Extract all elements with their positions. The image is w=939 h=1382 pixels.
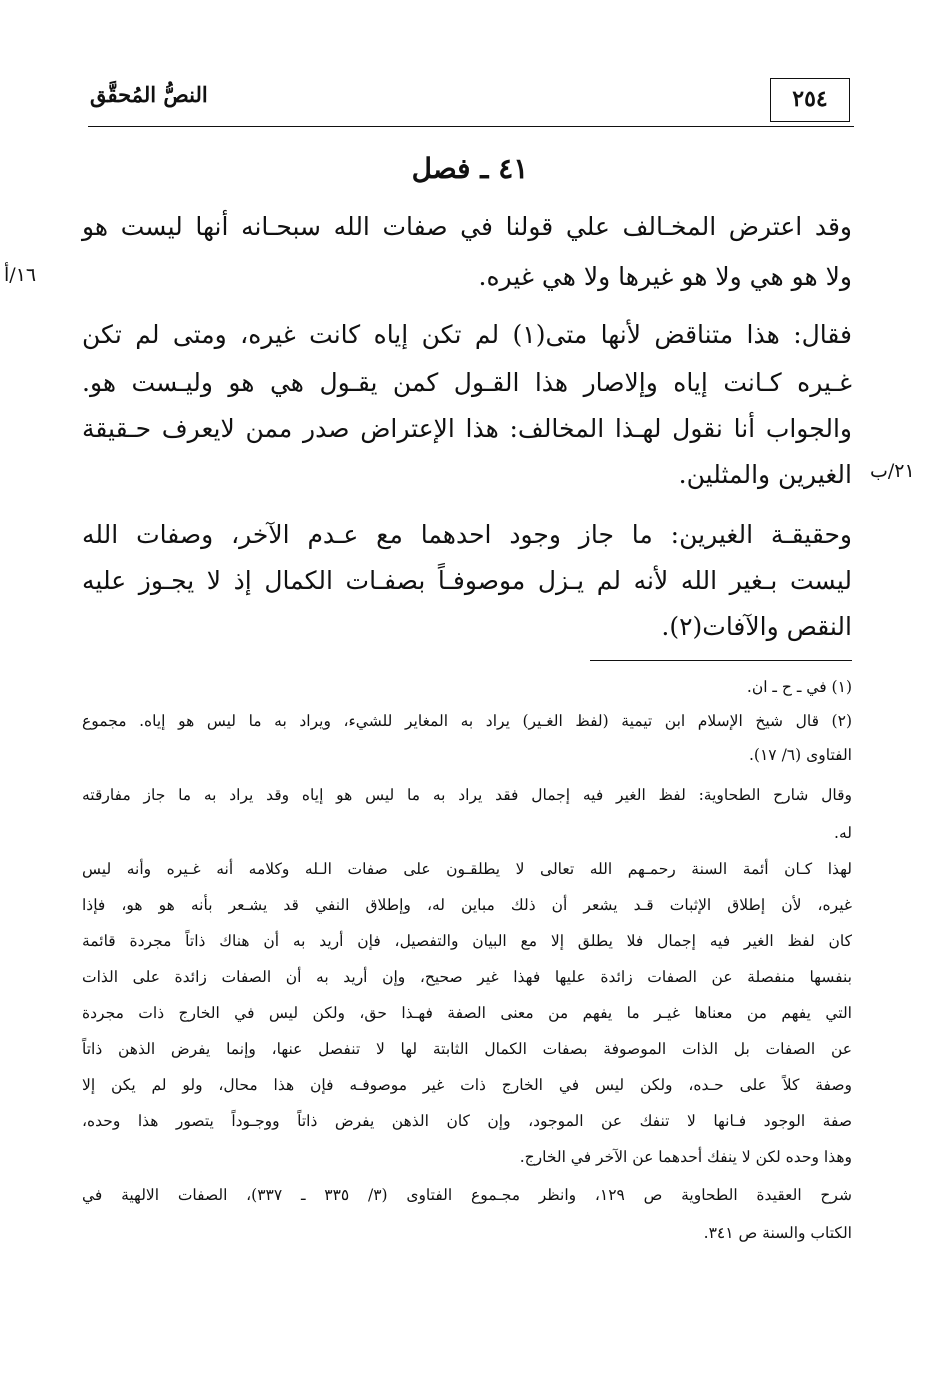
body-line: وقد اعترض المخـالف علي قولنا في صفات الله سبحـانه أنها ليست هو bbox=[82, 212, 852, 241]
body-line: النقص والآفات(٢). bbox=[661, 612, 852, 641]
footnote-line: (١) في ـ ح ـ ان. bbox=[746, 678, 852, 696]
footnote-line: التي يفهم من معناها غيـر ما يفهم من معنى الصفة فهـذا حق، ولكن ليس في الخارج ذات مجردة bbox=[82, 1004, 852, 1022]
margin-reference: ١٦/أ bbox=[4, 264, 37, 286]
footnote-line: (٢) قال شيخ الإسلام ابن تيمية (لفظ الغـير) يراد به المغاير للشيء، ويراد به ما ليس هو إياه. مجموع bbox=[82, 712, 852, 730]
body-line: فقال: هذا متناقض لأنها متى(١) لم تكن إياه كانت غيره، ومتى لم تكن bbox=[82, 320, 853, 349]
footnote-line: بنفسها منفصلة عن الصفات زائدة عليها فهذا غير صحيح، وإن أريد به أن الصفات زائدة على الذات bbox=[82, 968, 852, 986]
footnote-line: وهذا وحده لكن لا ينفك أحدهما عن الآخر في الخارج. bbox=[519, 1148, 852, 1166]
footnote-line: عن الصفات بل الذات الموصوفة بصفات الكمال الثابتة لها لا تنفصل عنها، وإنما يفرض الذهن ذاتاً bbox=[82, 1040, 852, 1058]
footnote-line: كان لفظ الغير فيه إجمال فلا يطلق إلا مع البيان والتفصيل، فإن أريد به أن هناك ذاتاً مجردة قائمة bbox=[82, 932, 852, 950]
section-heading: ٤١ ـ فصل bbox=[411, 152, 529, 185]
footnote-line: لهذا كـان أئمة السنة رحمـهم الله تعالى لا يطلقـون على صفات الـله وكلامه أنه غـيره وأنه ليس bbox=[82, 860, 852, 878]
footnote-line: وقال شارح الطحاوية: لفظ الغير فيه إجمال فقد يراد به ما ليس هو إياه وقد يراد به ما جاز مفارقته bbox=[82, 786, 852, 804]
body-line: ولا هو هي ولا هو غيرها ولا هي غيره. bbox=[478, 262, 852, 291]
header-rule bbox=[88, 126, 854, 127]
footnote-line: له. bbox=[834, 824, 852, 842]
margin-reference: ٢١/ب bbox=[870, 460, 915, 482]
body-line: والجواب أنا نقول لهـذا المخالف: هذا الإعتراض صدر ممن لايعرف حـقيقة bbox=[82, 414, 852, 443]
footnote-line: شرح العقيدة الطحاوية ص ١٢٩، وانظر مجـموع الفتاوى (٣/ ٣٣٥ ـ ٣٣٧)، الصفات الالهية في bbox=[82, 1186, 852, 1204]
footnote-line: الكتاب والسنة ص ٣٤١. bbox=[703, 1224, 852, 1242]
footnote-line: الفتاوى (٦/ ١٧). bbox=[749, 746, 852, 764]
body-line: ليست بـغير الله لأنه لم يـزل موصوفـاً بصفـات الكمال إذ لا يجـوز عليه bbox=[82, 566, 852, 595]
page-number: ٢٥٤ bbox=[770, 78, 850, 122]
footnote-line: صفة الوجود فـانها لا تنفك عن الموجود، وإن كان الذهن يفرض ذاتاً ووجـوداً يتصور هذا وحده، bbox=[82, 1112, 852, 1130]
footnote-line: وصفة كلاً على حـده، ولكن ليس في الخارج ذات غير موصوفـه فإن هذا محال، ولو لم يكن إلا bbox=[82, 1076, 852, 1094]
running-title: النصُّ المُحقَّق bbox=[90, 82, 208, 107]
body-line: الغيرين والمثلين. bbox=[678, 460, 852, 489]
footnote-separator bbox=[590, 660, 852, 661]
body-line: غـيره كـانت إياه وإلاصار هذا القـول كمن يقـول هي هو وليـست هو. bbox=[82, 368, 852, 397]
footnote-line: غيره، لأن إطلاق الإثبات قـد يشعر أن ذلك مباين له، وإطلاق النفي قد يشـعر بأنه هو هو، فإذا bbox=[82, 896, 852, 914]
body-line: وحقيقـة الغيرين: ما جاز وجود احدهما مع عـدم الآخر، وصفات الله bbox=[82, 520, 852, 549]
